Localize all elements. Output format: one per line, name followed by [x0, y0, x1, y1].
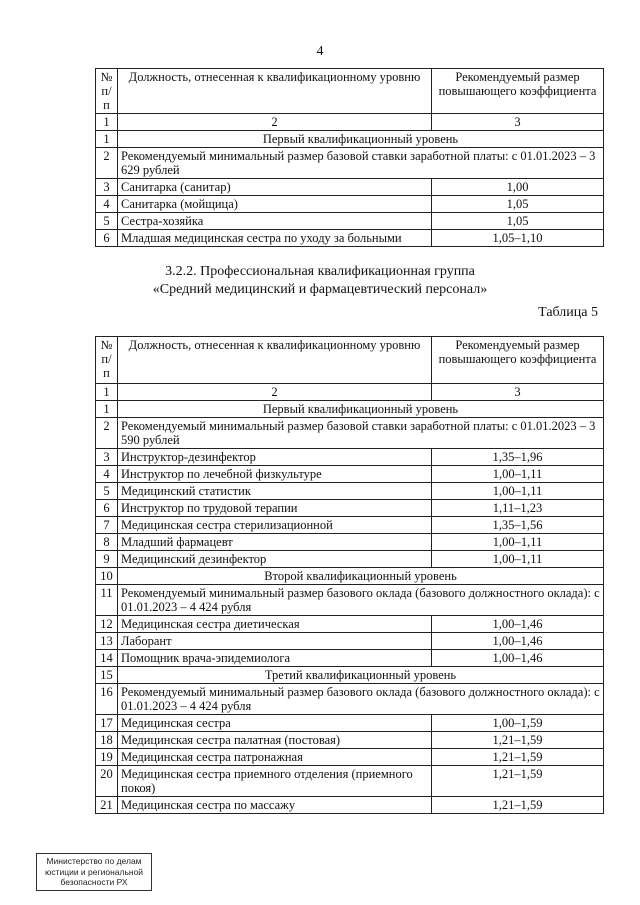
- position-name: Медицинская сестра палатная (постовая): [118, 732, 432, 749]
- table-row: [96, 500, 604, 517]
- coefficient-value: 1,11–1,23: [432, 500, 604, 517]
- coefficient-value: 1,21–1,59: [432, 749, 604, 766]
- coefficient-table-middle-staff: [95, 336, 604, 814]
- row-number: 16: [96, 684, 118, 715]
- page-number: 4: [316, 44, 324, 59]
- table-caption: Таблица 5: [538, 305, 598, 320]
- column-number: 3: [432, 114, 604, 131]
- position-name: Младшая медицинская сестра по уходу за больными: [118, 230, 432, 247]
- table-row: [96, 213, 604, 230]
- position-name: Медицинская сестра по массажу: [118, 797, 432, 814]
- table-row: [96, 517, 604, 534]
- row-number: 6: [96, 230, 118, 247]
- table-row: [96, 230, 604, 247]
- coefficient-value: 1,00–1,11: [432, 466, 604, 483]
- position-name: Инструктор по лечебной физкультуре: [118, 466, 432, 483]
- header-position: Должность, отнесенная к квалификационному уровню: [118, 69, 432, 114]
- table-row: [96, 418, 604, 449]
- table-header-row: [96, 337, 604, 384]
- position-name: Медицинская сестра патронажная: [118, 749, 432, 766]
- row-number: 17: [96, 715, 118, 732]
- column-number: 2: [118, 384, 432, 401]
- minimum-salary-note: Рекомендуемый минимальный размер базового оклада (базового должностного оклада): с 01.01.2023 – 4 424 рубля: [118, 684, 604, 715]
- stamp-line-3: безопасности РХ: [60, 877, 128, 887]
- row-number: 19: [96, 749, 118, 766]
- table-row: [96, 568, 604, 585]
- header-position: Должность, отнесенная к квалификационному уровню: [118, 337, 432, 384]
- position-name: Лаборант: [118, 633, 432, 650]
- row-number: 13: [96, 633, 118, 650]
- column-number: 1: [96, 114, 118, 131]
- position-name: Помощник врача-эпидемиолога: [118, 650, 432, 667]
- registration-stamp: [36, 853, 152, 891]
- table-header-row: [96, 69, 604, 114]
- table-row: [96, 148, 604, 179]
- coefficient-value: 1,35–1,56: [432, 517, 604, 534]
- coefficient-value: 1,35–1,96: [432, 449, 604, 466]
- header-coefficient: Рекомендуемый размер повышающего коэффициента: [432, 337, 604, 384]
- row-number: 12: [96, 616, 118, 633]
- table-row: [96, 616, 604, 633]
- qualification-level-heading: Первый квалификационный уровень: [118, 131, 604, 148]
- column-number: 2: [118, 114, 432, 131]
- position-name: Медицинский статистик: [118, 483, 432, 500]
- table-row: [96, 483, 604, 500]
- position-name: Инструктор по трудовой терапии: [118, 500, 432, 517]
- row-number: 6: [96, 500, 118, 517]
- table-row: [96, 732, 604, 749]
- coefficient-table-junior-staff: [95, 68, 604, 247]
- row-number: 1: [96, 401, 118, 418]
- row-number: 18: [96, 732, 118, 749]
- stamp-line-1: Министерство по делам: [46, 856, 142, 866]
- row-number: 5: [96, 213, 118, 230]
- qualification-level-heading: Третий квалификационный уровень: [118, 667, 604, 684]
- row-number: 14: [96, 650, 118, 667]
- row-number: 1: [96, 131, 118, 148]
- table-row: [96, 196, 604, 213]
- row-number: 2: [96, 418, 118, 449]
- column-number: 1: [96, 384, 118, 401]
- table-row: [96, 749, 604, 766]
- position-name: Медицинская сестра диетическая: [118, 616, 432, 633]
- row-number: 5: [96, 483, 118, 500]
- table-row: [96, 131, 604, 148]
- table-row: [96, 466, 604, 483]
- section-title-line-1: 3.2.2. Профессиональная квалификационная группа: [165, 264, 475, 279]
- table-row: [96, 551, 604, 568]
- qualification-level-heading: Первый квалификационный уровень: [118, 401, 604, 418]
- table-row: [96, 179, 604, 196]
- coefficient-value: 1,05: [432, 196, 604, 213]
- table-row: [96, 684, 604, 715]
- minimum-salary-note: Рекомендуемый минимальный размер базовой ставки заработной платы: с 01.01.2023 – 3 629 рублей: [118, 148, 604, 179]
- table-row: [96, 715, 604, 732]
- coefficient-value: 1,05: [432, 213, 604, 230]
- column-number: 3: [432, 384, 604, 401]
- table-row: [96, 585, 604, 616]
- row-number: 11: [96, 585, 118, 616]
- table-row: [96, 401, 604, 418]
- row-number: 8: [96, 534, 118, 551]
- row-number: 9: [96, 551, 118, 568]
- coefficient-value: 1,00–1,11: [432, 534, 604, 551]
- table-row: [96, 667, 604, 684]
- row-number: 3: [96, 449, 118, 466]
- header-coefficient: Рекомендуемый размер повышающего коэффициента: [432, 69, 604, 114]
- row-number: 15: [96, 667, 118, 684]
- coefficient-value: 1,00–1,46: [432, 633, 604, 650]
- row-number: 2: [96, 148, 118, 179]
- header-number: № п/п: [96, 69, 118, 114]
- position-name: Санитарка (санитар): [118, 179, 432, 196]
- position-name: Медицинская сестра: [118, 715, 432, 732]
- coefficient-value: 1,00–1,11: [432, 483, 604, 500]
- coefficient-value: 1,21–1,59: [432, 797, 604, 814]
- coefficient-value: 1,00: [432, 179, 604, 196]
- row-number: 20: [96, 766, 118, 797]
- coefficient-value: 1,00–1,59: [432, 715, 604, 732]
- column-number-row: [96, 384, 604, 401]
- qualification-level-heading: Второй квалификационный уровень: [118, 568, 604, 585]
- position-name: Младший фармацевт: [118, 534, 432, 551]
- table-row: [96, 633, 604, 650]
- section-title-line-2: «Средний медицинский и фармацевтический персонал»: [152, 282, 488, 297]
- table-row: [96, 449, 604, 466]
- position-name: Инструктор-дезинфектор: [118, 449, 432, 466]
- row-number: 4: [96, 196, 118, 213]
- coefficient-value: 1,00–1,46: [432, 616, 604, 633]
- coefficient-value: 1,00–1,11: [432, 551, 604, 568]
- row-number: 21: [96, 797, 118, 814]
- position-name: Сестра-хозяйка: [118, 213, 432, 230]
- table-row: [96, 534, 604, 551]
- row-number: 3: [96, 179, 118, 196]
- coefficient-value: 1,00–1,46: [432, 650, 604, 667]
- position-name: Медицинская сестра стерилизационной: [118, 517, 432, 534]
- stamp-line-2: юстиции и региональной: [44, 866, 144, 877]
- table-row: [96, 766, 604, 797]
- row-number: 7: [96, 517, 118, 534]
- coefficient-value: 1,05–1,10: [432, 230, 604, 247]
- position-name: Медицинский дезинфектор: [118, 551, 432, 568]
- row-number: 4: [96, 466, 118, 483]
- row-number: 10: [96, 568, 118, 585]
- table-row: [96, 797, 604, 814]
- minimum-salary-note: Рекомендуемый минимальный размер базового оклада (базового должностного оклада): с 01.01.2023 – 4 424 рубля: [118, 585, 604, 616]
- coefficient-value: 1,21–1,59: [432, 732, 604, 749]
- position-name: Санитарка (мойщица): [118, 196, 432, 213]
- position-name: Медицинская сестра приемного отделения (приемного покоя): [118, 766, 432, 797]
- header-number: № п/п: [96, 337, 118, 384]
- minimum-salary-note: Рекомендуемый минимальный размер базовой ставки заработной платы: с 01.01.2023 – 3 590 рублей: [118, 418, 604, 449]
- coefficient-value: 1,21–1,59: [432, 766, 604, 797]
- section-title: [0, 263, 640, 299]
- column-number-row: [96, 114, 604, 131]
- table-row: [96, 650, 604, 667]
